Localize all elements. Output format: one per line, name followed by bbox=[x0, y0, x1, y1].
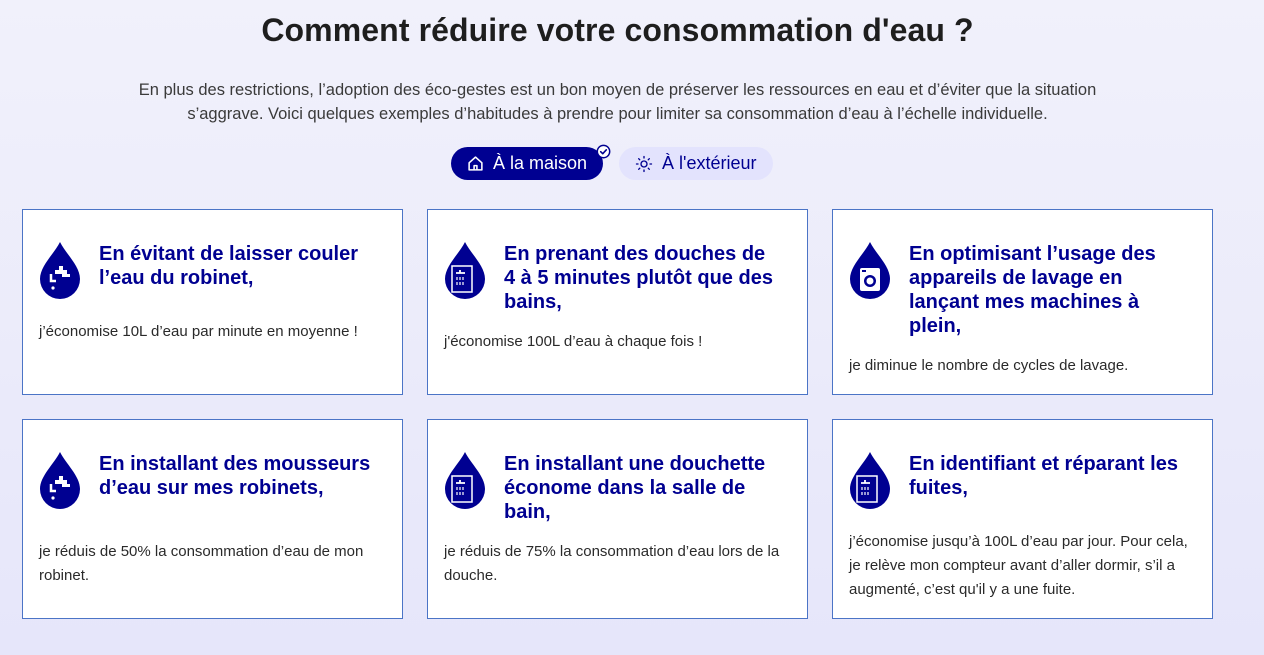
faucet-drop-icon bbox=[38, 450, 82, 510]
shower-drop-icon bbox=[443, 240, 487, 300]
tip-card bbox=[427, 419, 808, 619]
tip-card-title: En installant des mousseurs d’eau sur mes robinets, bbox=[99, 453, 371, 499]
sun-icon bbox=[635, 155, 653, 173]
tip-card-text: j'économise 100L d’eau à chaque fois ! bbox=[444, 333, 703, 350]
tab-home[interactable] bbox=[451, 147, 603, 180]
tip-card-title: En prenant des douches de 4 à 5 minutes plutôt que des bains, bbox=[504, 243, 773, 313]
tip-card-text: je réduis de 50% la consommation d’eau de mon robinet. bbox=[39, 543, 364, 584]
tip-card bbox=[22, 419, 403, 619]
tip-card-text: je diminue le nombre de cycles de lavage. bbox=[849, 357, 1129, 374]
tip-card bbox=[427, 209, 808, 395]
selected-check-icon bbox=[596, 144, 611, 159]
tab-list bbox=[451, 147, 773, 181]
tab-outdoor[interactable] bbox=[619, 147, 772, 180]
tip-card bbox=[22, 209, 403, 395]
page-title: Comment réduire votre consommation d'eau ? bbox=[261, 12, 974, 48]
intro-text: En plus des restrictions, l’adoption des éco-gestes est un bon moyen de préserver les ressources en eau et d’éviter que la situation s’aggrave. Voici quelques exemples d’habitudes à prendre pour limiter sa consommation d’eau à l’échelle individuelle. bbox=[138, 81, 1097, 123]
washing-machine-drop-icon bbox=[848, 240, 892, 300]
tip-card-text: j’économise jusqu’à 100L d’eau par jour. Pour cela, je relève mon compteur avant d’aller dormir, s’il a augmenté, c’est qu'il y a une fuite. bbox=[849, 533, 1188, 598]
shower-drop-icon bbox=[443, 450, 487, 510]
tab-outdoor-label: À l'extérieur bbox=[662, 153, 757, 173]
shower-drop-icon bbox=[848, 450, 892, 510]
tip-card-title: En identifiant et réparant les fuites, bbox=[909, 453, 1178, 499]
tip-card-title: En évitant de laisser couler l’eau du robinet, bbox=[99, 243, 358, 289]
tip-card-title: En installant une douchette économe dans la salle de bain, bbox=[504, 453, 766, 523]
tip-card bbox=[832, 419, 1213, 619]
tip-card-text: je réduis de 75% la consommation d’eau lors de la douche. bbox=[444, 543, 780, 584]
tip-card-title: En optimisant l’usage des appareils de lavage en lançant mes machines à plein, bbox=[909, 243, 1156, 337]
tab-home-label: À la maison bbox=[493, 153, 588, 173]
tip-card bbox=[832, 209, 1213, 395]
tip-card-text: j’économise 10L d’eau par minute en moyenne ! bbox=[39, 323, 358, 340]
home-icon bbox=[467, 155, 484, 172]
faucet-drop-icon bbox=[38, 240, 82, 300]
